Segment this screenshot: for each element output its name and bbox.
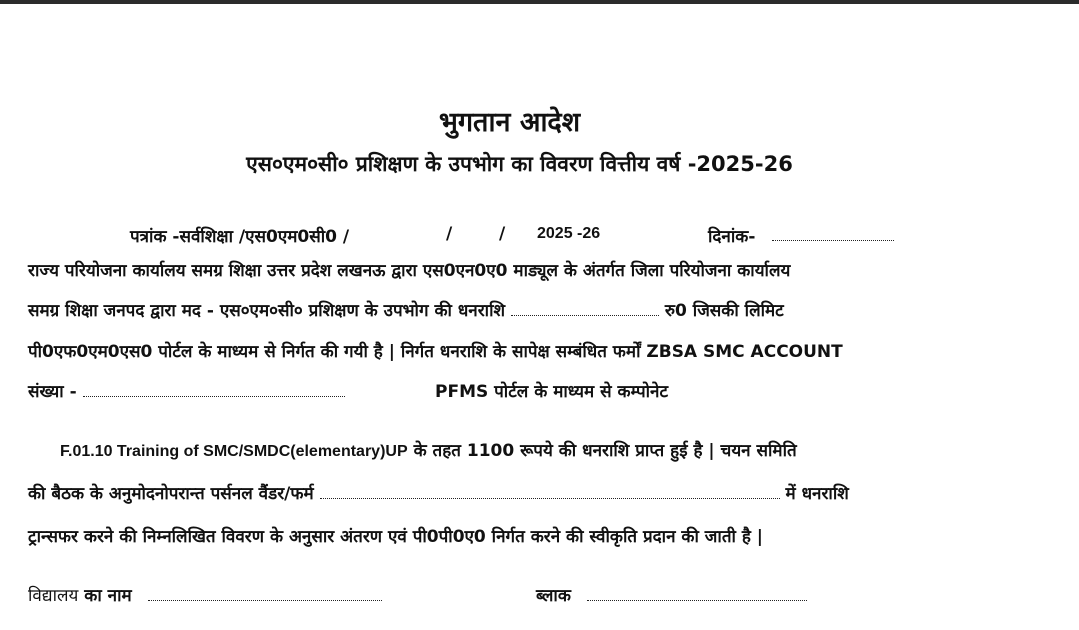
date-label: दिनांक- [708,227,756,247]
amount-blank [511,303,659,316]
para1-line1: राज्य परियोजना कार्यालय समग्र शिक्षा उत्तर प्रदेश लखनऊ द्वारा एस0एन0ए0 माड्यूल के अंतर्गत जिला परियोजना कार्यालय [28,261,791,281]
patrank-label: पत्रांक -सर्वशिक्षा /एस0एम0सी0 / [130,227,350,247]
session-year: 2025 -26 [537,225,601,242]
block-row [536,583,807,606]
para1-line3: पी0एफ0एम0एस0 पोर्टल के माध्यम से निर्गत की गयी है | निर्गत धनराशि के सापेक्ष सम्बंधित फर्मों ZBSA SMC ACCOUNT [28,342,843,362]
patrank-slash-1: / [446,224,453,244]
vendor-blank [320,486,780,499]
patrank-slash-2: / [499,224,506,244]
page-title: भुगतान आदेश [438,107,581,138]
para2-line1 [60,438,797,461]
para2-line2 [28,481,849,504]
account-number-blank [83,384,345,397]
para1-line2-end: रु0 जिसकी लिमिट [664,301,784,321]
para1-line2 [28,298,784,321]
date-blank [772,228,894,241]
para1-line4 [28,379,345,402]
top-border [0,0,1079,4]
school-name-blank [148,588,382,601]
component-code: F.01.10 Training of SMC/SMDC(elementary)UP [60,443,408,460]
page-subtitle: एस०एम०सी० प्रशिक्षण के उपभोग का विवरण वित्तीय वर्ष -2025-26 [246,152,793,176]
para2-line2-text: की बैठक के अनुमोदनोपरान्त पर्सनल वैंडर/फर्म [28,484,314,504]
school-label-prefix: विद्यालय [28,586,79,606]
para1-line2-text: समग्र शिक्षा जनपद द्वारा मद - एस०एम०सी० प्रशिक्षण के उपभोग की धनराशि [28,301,506,321]
para2-line3: ट्रान्सफर करने की निम्नलिखित विवरण के अनुसार अंतरण एवं पी0पी0ए0 निर्गत करने की स्वीकृति प्रदान की जाती है | [28,527,763,547]
para2-line2-end: में धनराशि [785,484,849,504]
pfms-portal-text: PFMS पोर्टल के माध्यम से कम्पोनेट [435,382,669,402]
school-name-row [28,583,382,606]
block-blank [587,588,807,601]
school-label-suffix: का नाम [84,586,132,606]
account-number-label: संख्या - [28,382,77,402]
para2-line1-text: के तहत 1100 रूपये की धनराशि प्राप्त हुई है | चयन समिति [413,441,797,461]
block-label: ब्लाक [536,586,571,606]
